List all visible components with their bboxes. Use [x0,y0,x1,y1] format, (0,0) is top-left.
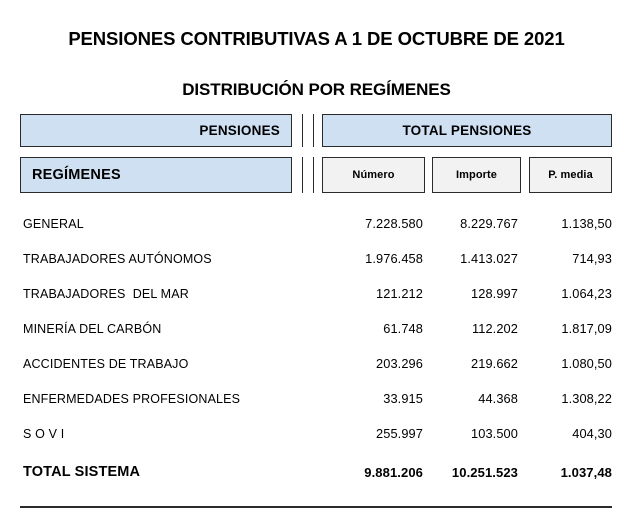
row-label: S O V I [23,426,65,441]
divider-bar-right-bottom [313,157,314,193]
column-header-importe-label: Importe [455,169,498,181]
table-row [20,241,612,276]
row-label: TRABAJADORES AUTÓNOMOS [23,251,212,266]
row-numero: 7.228.580 [365,216,423,231]
table-row [20,311,612,346]
page-subtitle: DISTRIBUCIÓN POR REGÍMENES [182,80,451,99]
group-header-pensiones [20,114,292,147]
column-header-importe [432,157,521,193]
table-row [20,276,612,311]
total-row-p-media: 1.037,48 [560,464,612,480]
column-header-p-media [529,157,612,193]
row-importe: 219.662 [471,356,518,371]
row-p-media: 404,30 [572,426,612,441]
pension-data-table [20,206,612,493]
column-header-numero-label: Número [352,169,395,181]
group-header-pensiones-label: PENSIONES [199,123,280,138]
row-p-media: 1.308,22 [561,391,612,406]
group-header-total-pensiones [322,114,612,147]
divider-bar-left-bottom [302,157,303,193]
row-p-media: 714,93 [572,251,612,266]
group-header-total-pensiones-label: TOTAL PENSIONES [402,123,532,138]
row-numero: 61.748 [383,321,423,336]
row-p-media: 1.138,50 [561,216,612,231]
row-importe: 112.202 [471,321,518,336]
row-importe: 128.997 [471,286,518,301]
page-title: PENSIONES CONTRIBUTIVAS A 1 DE OCTUBRE DE 2021 [68,28,565,49]
row-label: MINERÍA DEL CARBÓN [23,321,162,336]
table-row [20,381,612,416]
total-row-importe: 10.251.523 [451,464,518,480]
row-label: GENERAL [23,216,84,231]
table-row [20,416,612,451]
column-header-regimenes-label: REGÍMENES [32,167,121,183]
row-label: ENFERMEDADES PROFESIONALES [23,391,241,406]
table-row [20,346,612,381]
row-p-media: 1.064,23 [561,286,612,301]
column-header-p-media-label: P. media [548,169,593,181]
row-numero: 203.296 [376,356,423,371]
row-importe: 8.229.767 [460,216,518,231]
row-p-media: 1.080,50 [561,356,612,371]
table-row [20,206,612,241]
row-numero: 1.976.458 [365,251,423,266]
total-row-numero: 9.881.206 [364,464,423,480]
row-numero: 33.915 [383,391,423,406]
row-importe: 1.413.027 [460,251,518,266]
divider-bar-right-top [313,114,314,147]
divider-bar-left-top [302,114,303,147]
row-numero: 255.997 [376,426,423,441]
table-bottom-rule [20,506,612,508]
row-label: ACCIDENTES DE TRABAJO [23,356,189,371]
row-label: TRABAJADORES DEL MAR [23,286,189,301]
table-row-total [20,451,612,493]
row-p-media: 1.817,09 [561,321,612,336]
column-header-numero [322,157,425,193]
row-importe: 103.500 [471,426,518,441]
column-header-regimenes [20,157,292,193]
row-importe: 44.368 [478,391,518,406]
row-numero: 121.212 [376,286,423,301]
total-row-label: TOTAL SISTEMA [23,464,141,480]
